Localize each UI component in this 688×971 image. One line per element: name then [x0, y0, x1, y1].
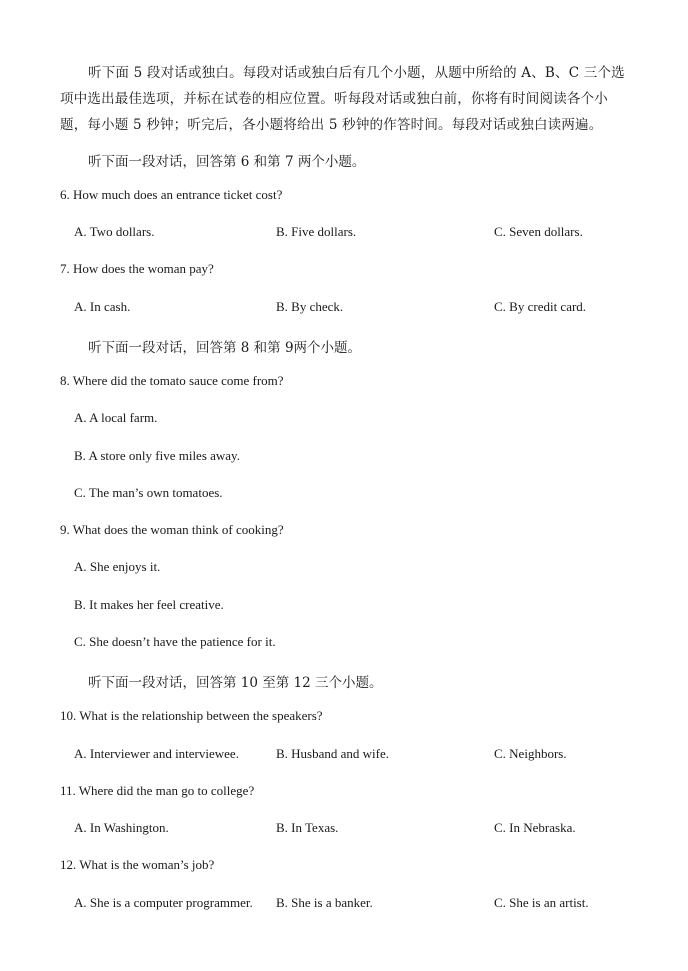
question-11: 11. Where did the man go to college? [60, 783, 255, 798]
q11-option-b: B. In Texas. [276, 820, 339, 835]
q6-option-c: C. Seven dollars. [494, 224, 583, 239]
section-instruction-8-9: 听下面一段对话，回答第 8 和第 9两个小题。 [88, 340, 362, 356]
q8-option-a: A. A local farm. [74, 410, 158, 425]
q12-option-c: C. She is an artist. [494, 895, 589, 910]
q9-option-c: C. She doesn’t have the patience for it. [74, 634, 276, 649]
q7-option-b: B. By check. [276, 299, 344, 314]
q9-option-a: A. She enjoys it. [74, 559, 161, 574]
q8-option-c: C. The man’s own tomatoes. [74, 485, 223, 500]
q6-option-a: A. Two dollars. [74, 224, 155, 239]
q10-option-c: C. Neighbors. [494, 746, 567, 761]
q7-option-c: C. By credit card. [494, 299, 587, 314]
q9-option-b: B. It makes her feel creative. [74, 597, 224, 612]
q6-option-b: B. Five dollars. [276, 224, 357, 239]
question-8: 8. Where did the tomato sauce come from? [60, 373, 284, 388]
question-10: 10. What is the relationship between the speakers? [60, 708, 323, 723]
q11-option-a: A. In Washington. [74, 820, 169, 835]
question-6: 6. How much does an entrance ticket cost? [60, 187, 283, 202]
q7-option-a: A. In cash. [74, 299, 131, 314]
section-instruction-6-7: 听下面一段对话，回答第 6 和第 7 两个小题。 [88, 154, 366, 170]
question-12: 12. What is the woman’s job? [60, 857, 215, 872]
question-9: 9. What does the woman think of cooking? [60, 522, 284, 537]
q8-option-b: B. A store only five miles away. [74, 448, 240, 463]
q12-option-a: A. She is a computer programmer. [74, 895, 253, 910]
q12-option-b: B. She is a banker. [276, 895, 373, 910]
q10-option-b: B. Husband and wife. [276, 746, 390, 761]
listening-instructions: 听下面 5 段对话或独白。每段对话或独白后有几个小题，从题中所给的 A、B、C 三个选项中选出最佳选项，并标在试卷的相应位置。听每段对话或独白前，你将有时间阅读各个小题，每小题 5 秒钟；听完后，各小题将给出 5 秒钟的作答时间。每段对话或独白读两遍。 [60, 65, 625, 133]
section-instruction-10-12: 听下面一段对话，回答第 10 至第 12 三个小题。 [88, 675, 383, 691]
question-7: 7. How does the woman pay? [60, 261, 214, 276]
q11-option-c: C. In Nebraska. [494, 820, 576, 835]
q10-option-a: A. Interviewer and interviewee. [74, 746, 239, 761]
